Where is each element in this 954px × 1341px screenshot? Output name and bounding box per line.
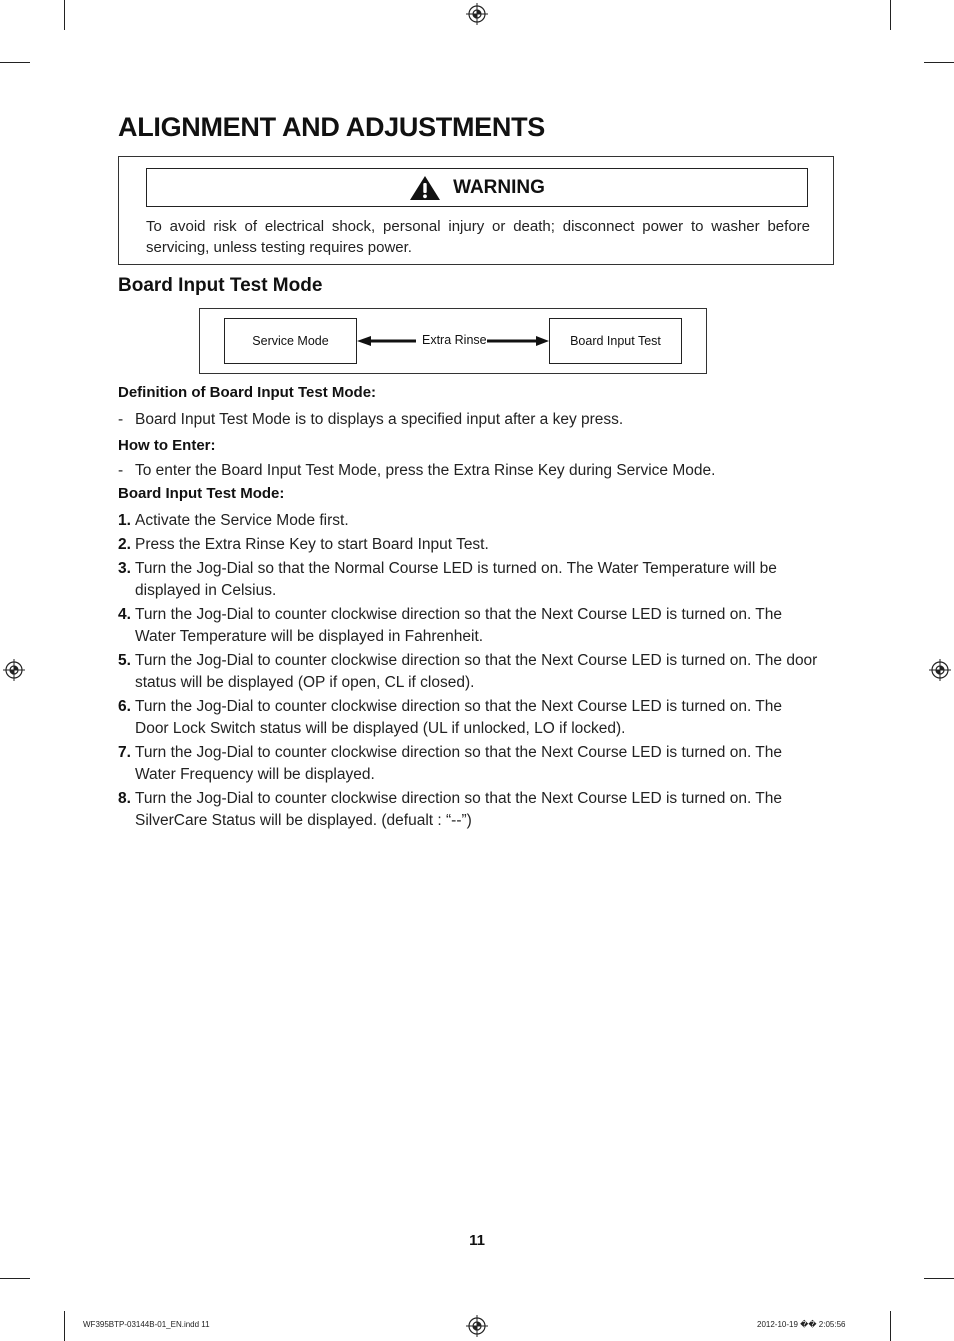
warning-triangle-icon bbox=[409, 175, 441, 201]
step-number: 4. bbox=[118, 606, 131, 623]
content bbox=[118, 382, 818, 834]
board-input-test-box: Board Input Test bbox=[549, 318, 682, 364]
footer-timestamp: 2012-10-19 �� 2:05:56 bbox=[757, 1320, 846, 1329]
step-number: 3. bbox=[118, 560, 131, 577]
service-mode-box: Service Mode bbox=[224, 318, 357, 364]
how-to-enter-item: - To enter the Board Input Test Mode, press the Extra Rinse Key during Service Mode. bbox=[118, 460, 818, 482]
steps-list bbox=[118, 510, 818, 832]
definition-item: - Board Input Test Mode is to displays a specified input after a key press. bbox=[118, 409, 818, 431]
step-text: Turn the Jog-Dial to counter clockwise direction so that the Next Course LED is turned on. The Water Temperature will be displayed in Fahrenheit. bbox=[135, 606, 783, 645]
step-number: 6. bbox=[118, 698, 131, 715]
list-item bbox=[118, 696, 818, 740]
crop-mark bbox=[0, 1278, 30, 1279]
footer-file-info: WF395BTP-03144B-01_EN.indd 11 bbox=[83, 1320, 210, 1329]
registration-mark-icon bbox=[466, 1315, 488, 1337]
list-item bbox=[118, 534, 818, 556]
step-text: Press the Extra Rinse Key to start Board Input Test. bbox=[135, 536, 489, 553]
crop-mark bbox=[924, 1278, 954, 1279]
registration-mark-icon bbox=[929, 659, 951, 681]
step-text: Activate the Service Mode first. bbox=[135, 512, 349, 529]
list-item bbox=[118, 650, 818, 694]
list-item bbox=[118, 742, 818, 786]
step-number: 8. bbox=[118, 790, 131, 807]
registration-mark-icon bbox=[466, 3, 488, 25]
step-number: 1. bbox=[118, 512, 131, 529]
page-title: ALIGNMENT AND ADJUSTMENTS bbox=[118, 112, 545, 142]
crop-mark bbox=[890, 0, 891, 30]
crop-mark bbox=[890, 1311, 891, 1341]
list-item bbox=[118, 510, 818, 532]
step-text: Turn the Jog-Dial to counter clockwise direction so that the Next Course LED is turned on. The SilverCare Status will be displayed. (defualt : “--”) bbox=[135, 790, 783, 829]
page-number: 11 bbox=[469, 1232, 485, 1249]
crop-mark bbox=[924, 62, 954, 63]
list-item bbox=[118, 788, 818, 832]
crop-mark bbox=[64, 1311, 65, 1341]
step-number: 5. bbox=[118, 652, 131, 669]
step-text: Turn the Jog-Dial so that the Normal Course LED is turned on. The Water Temperature will be displayed in Celsius. bbox=[135, 560, 777, 599]
step-text: Turn the Jog-Dial to counter clockwise direction so that the Next Course LED is turned on. The door status will be displayed (OP if open, CL if closed). bbox=[135, 652, 818, 691]
crop-mark bbox=[0, 62, 30, 63]
list-item bbox=[118, 604, 818, 648]
warning-header bbox=[146, 168, 808, 207]
how-to-enter-heading: How to Enter: bbox=[118, 437, 216, 454]
step-number: 2. bbox=[118, 536, 131, 553]
definition-heading: Definition of Board Input Test Mode: bbox=[118, 384, 377, 401]
mode-steps-heading: Board Input Test Mode: bbox=[118, 485, 285, 502]
step-number: 7. bbox=[118, 744, 131, 761]
warning-box bbox=[118, 156, 834, 265]
registration-mark-icon bbox=[3, 659, 25, 681]
section-title: Board Input Test Mode bbox=[118, 275, 323, 296]
crop-mark bbox=[64, 0, 65, 30]
step-text: Turn the Jog-Dial to counter clockwise direction so that the Next Course LED is turned on. The Water Frequency will be displayed. bbox=[135, 744, 783, 783]
flow-diagram bbox=[199, 308, 707, 374]
warning-text: To avoid risk of electrical shock, personal injury or death; disconnect power to washer before servicing, unless testing requires power. bbox=[146, 218, 810, 256]
list-item bbox=[118, 558, 818, 602]
extra-rinse-label: Extra Rinse bbox=[422, 333, 487, 347]
step-text: Turn the Jog-Dial to counter clockwise direction so that the Next Course LED is turned on. The Door Lock Switch status will be displayed (UL if unlocked, LO if locked). bbox=[135, 698, 783, 737]
warning-title: WARNING bbox=[453, 176, 545, 198]
